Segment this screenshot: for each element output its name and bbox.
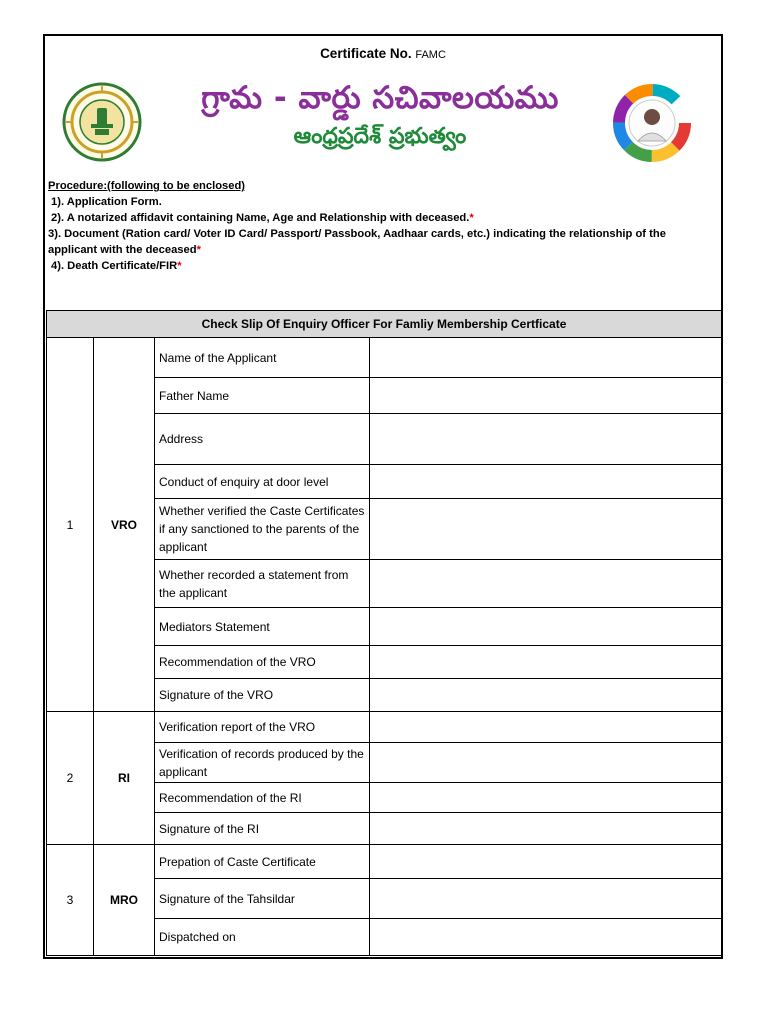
- certificate-code: FAMC: [415, 49, 446, 61]
- certificate-number-label: Certificate No.: [320, 46, 412, 61]
- serial-number: 3: [47, 845, 94, 956]
- field-label: Verification of records produced by the applicant: [155, 743, 370, 783]
- officer-role: VRO: [94, 338, 155, 712]
- table-caption-row: [47, 311, 722, 338]
- field-label: Signature of the RI: [155, 813, 370, 845]
- field-entry[interactable]: [370, 879, 722, 919]
- officer-role: RI: [94, 712, 155, 845]
- field-label: Signature of the VRO: [155, 679, 370, 712]
- field-label: Address: [155, 414, 370, 465]
- field-entry[interactable]: [370, 712, 722, 743]
- field-entry[interactable]: [370, 679, 722, 712]
- procedure-item-text: 4). Death Certificate/FIR: [51, 260, 178, 272]
- field-entry[interactable]: [370, 783, 722, 813]
- field-entry[interactable]: [370, 813, 722, 845]
- check-slip-table: [46, 310, 722, 956]
- andhra-pradesh-emblem-icon: [55, 80, 149, 164]
- field-entry[interactable]: [370, 646, 722, 679]
- field-label: Whether recorded a statement from the applicant: [155, 560, 370, 608]
- field-label: Dispatched on: [155, 919, 370, 956]
- field-entry[interactable]: [370, 845, 722, 879]
- field-entry[interactable]: [370, 338, 722, 378]
- required-marker: *: [177, 260, 182, 272]
- field-label: Signature of the Tahsildar: [155, 879, 370, 919]
- field-label: Father Name: [155, 378, 370, 414]
- field-label: Whether verified the Caste Certificates if any sanctioned to the parents of the applicant: [155, 499, 370, 560]
- field-entry[interactable]: [370, 608, 722, 646]
- procedure-section: [48, 178, 718, 274]
- field-label: Recommendation of the VRO: [155, 646, 370, 679]
- procedure-item: [48, 226, 718, 258]
- title-telugu-government: ఆంధ్రప్రదేశ్ ప్రభుత్వం: [293, 124, 467, 149]
- field-entry[interactable]: [370, 414, 722, 465]
- table-row: [47, 845, 722, 879]
- title-telugu-sachivalayam: గ్రామ - వార్డు సచివాలయము: [201, 80, 559, 116]
- chief-minister-badge-icon: [603, 81, 701, 165]
- required-marker: *: [196, 244, 201, 256]
- procedure-item-text: 2). A notarized affidavit containing Name, Age and Relationship with deceased.: [51, 212, 470, 224]
- officer-role: MRO: [94, 845, 155, 956]
- check-slip-caption: Check Slip Of Enquiry Officer For Famliy Membership Certficate: [47, 311, 722, 338]
- serial-number: 1: [47, 338, 94, 712]
- field-entry[interactable]: [370, 465, 722, 499]
- procedure-item: [48, 210, 718, 226]
- certificate-form: [43, 34, 723, 959]
- field-entry[interactable]: [370, 378, 722, 414]
- field-label: Name of the Applicant: [155, 338, 370, 378]
- field-entry[interactable]: [370, 560, 722, 608]
- procedure-heading: Procedure:(following to be enclosed): [48, 180, 246, 192]
- procedure-item: [48, 194, 718, 210]
- table-row: [47, 712, 722, 743]
- field-entry[interactable]: [370, 499, 722, 560]
- serial-number: 2: [47, 712, 94, 845]
- field-entry[interactable]: [370, 743, 722, 783]
- field-label: Conduct of enquiry at door level: [155, 465, 370, 499]
- procedure-item-text: 3). Document (Ration card/ Voter ID Card/ Passport/ Passbook, Aadhaar cards, etc.) indicating the relationship of the applicant with the deceased: [48, 228, 666, 256]
- required-marker: *: [469, 212, 474, 224]
- field-label: Mediators Statement: [155, 608, 370, 646]
- field-label: Recommendation of the RI: [155, 783, 370, 813]
- table-row: [47, 338, 722, 378]
- procedure-item-text: 1). Application Form.: [51, 196, 162, 208]
- procedure-item: [48, 258, 718, 274]
- field-label: Verification report of the VRO: [155, 712, 370, 743]
- certificate-number: [45, 46, 721, 61]
- field-entry[interactable]: [370, 919, 722, 956]
- field-label: Prepation of Caste Certificate: [155, 845, 370, 879]
